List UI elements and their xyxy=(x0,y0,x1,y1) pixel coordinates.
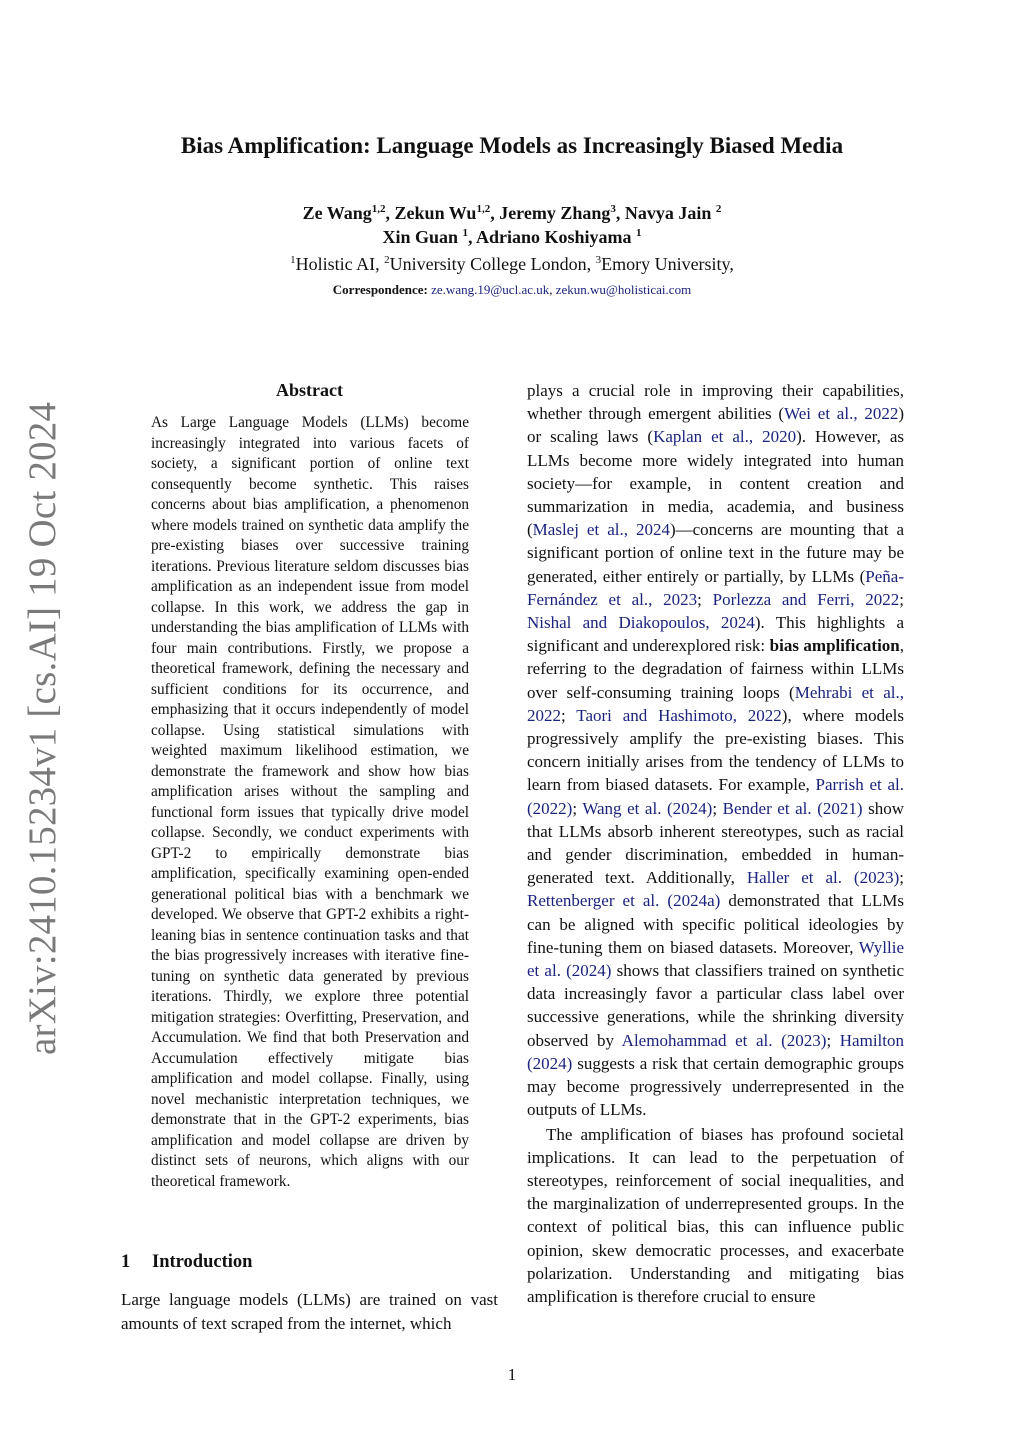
text-run: , referring to the degradation of fairness within LLMs over self-consuming training loops ( xyxy=(527,636,904,702)
citation-link[interactable]: Wei et al., 2022 xyxy=(784,404,899,424)
citation-link[interactable]: Bender et al. (2021) xyxy=(722,798,863,818)
page-number: 1 xyxy=(507,1365,517,1384)
email-link[interactable]: ze.wang.19@ucl.ac.uk xyxy=(431,282,550,297)
paper-title: Bias Amplification: Language Models as Increasingly Biased Media xyxy=(180,133,844,158)
citation-link[interactable]: Taori and Hashimoto, 2022 xyxy=(576,705,782,725)
text-run: ; xyxy=(572,798,583,818)
citation-link[interactable]: Wyllie et al. (2024) xyxy=(527,937,904,981)
text-run: demonstrated that LLMs can be aligned with specific political ideologies by fine-tuning them on biased datasets. Moreover, xyxy=(527,891,904,957)
author-name: Ze Wang xyxy=(302,203,372,223)
arxiv-identifier: arXiv:2410.15234v1 [cs.AI] 19 Oct 2024 xyxy=(21,401,64,1055)
citation-link[interactable]: Peña-Fernández et al., 2023 xyxy=(527,566,904,609)
author-name: Zekun Wu xyxy=(394,203,477,223)
text-run: ; xyxy=(697,589,713,609)
affiliations xyxy=(0,252,1024,276)
section-title: Introduction xyxy=(152,1252,253,1272)
text-run: ). However, as LLMs become more widely integrated into human society—for example, in content creation and summarization in media, academia, and business ( xyxy=(527,427,904,540)
citation-link[interactable]: Parrish et al. (2022) xyxy=(527,775,904,818)
citation-link[interactable]: Rettenberger et al. (2024a) xyxy=(527,891,721,911)
citation-link[interactable]: Haller et al. (2023) xyxy=(746,868,900,888)
author-affil-mark: 3 xyxy=(610,203,616,215)
author-name: Navya Jain xyxy=(624,203,712,223)
right-column xyxy=(527,379,904,1308)
affil-mark: 3 xyxy=(595,254,602,266)
section-number: 1 xyxy=(121,1252,131,1272)
text-run: ), where models progressively amplify the pre-existing biases. This concern initially arises from the tendency of LLMs to learn from biased datasets. For example, xyxy=(527,705,904,795)
body-paragraph: The amplification of biases has profound societal implications. It can lead to the perpetuation of stereotypes, reinforcement of social inequalities, and the marginalization of underrepresented groups. In the context of political bias, this can influence public opinion, skew democratic processes, and exacerbate polarization. Understanding and mitigating bias amplification is therefore crucial to ensure xyxy=(527,1124,904,1306)
author-affil-mark: 1,2 xyxy=(371,203,386,215)
text-run: show that LLMs absorb inherent stereotypes, such as racial and gender discrimination, embedded in human-generated text. Additionally, xyxy=(527,798,904,888)
citation-link[interactable]: Maslej et al., 2024 xyxy=(532,520,670,540)
citation-link[interactable]: Hamilton (2024) xyxy=(527,1030,904,1073)
text-run: ; xyxy=(561,705,577,725)
abstract-heading: Abstract xyxy=(276,380,343,400)
author-list: Ze Wang$^{1,2}$, Zekun Wu$^{1,2}$, Jeremy Zhang$^3$, Navya Jain $^2$ Xin Guan $^1$, Adriano Koshiyama $^1$ xyxy=(302,203,722,247)
section-heading xyxy=(121,1250,498,1274)
citation-link[interactable]: Mehrabi et al., 2022 xyxy=(527,682,904,725)
text-run: )—concerns are mounting that a significant portion of online text in the future may be generated, either entirely or partially, by LLMs ( xyxy=(527,520,904,586)
text-run: ; xyxy=(899,589,904,609)
affil-mark: 2 xyxy=(384,254,390,266)
bold-term: bias amplification xyxy=(769,636,900,656)
text-run: ; xyxy=(899,868,904,888)
affil-name: Emory University, xyxy=(601,254,734,274)
body-paragraph xyxy=(527,379,904,1122)
correspondence-label: Correspondence: xyxy=(332,282,428,297)
text-run: suggests a risk that certain demographic groups may become progressively underrepresented in the outputs of LLMs. xyxy=(527,1053,904,1120)
citation-link[interactable]: Nishal and Diakopoulos, 2024 xyxy=(527,613,755,633)
intro-paragraph: Large language models (LLMs) are trained on vast amounts of text scraped from the internet, which xyxy=(121,1290,498,1333)
citation-link[interactable]: Wang et al. (2024) xyxy=(582,798,713,818)
author-name: Jeremy Zhang xyxy=(499,203,611,223)
author-affil-mark: 1 xyxy=(462,227,468,239)
author-name: Adriano Koshiyama xyxy=(476,227,632,247)
author-affil-mark: 1 xyxy=(636,227,642,239)
text-run: ). This highlights a significant and underexplored risk: xyxy=(527,613,904,656)
text-run: ; xyxy=(712,798,723,818)
citation-link[interactable]: Porlezza and Ferri, 2022 xyxy=(712,589,900,609)
correspondence-line: Correspondence: ze.wang.19@ucl.ac.uk, zekun.wu@holisticai.com xyxy=(332,282,692,297)
affil-mark: 1 xyxy=(290,254,296,266)
author-affil-mark: 2 xyxy=(715,203,722,215)
author-name: Xin Guan xyxy=(382,227,458,247)
text-run: ) or scaling laws ( xyxy=(527,404,904,447)
citation-link[interactable]: Kaplan et al., 2020 xyxy=(653,427,797,447)
citation-link[interactable]: Alemohammad et al. (2023) xyxy=(621,1030,827,1050)
email-link[interactable]: zekun.wu@holisticai.com xyxy=(555,282,692,297)
text-run: plays a crucial role in improving their capabilities, whether through emergent abilities ( xyxy=(527,381,904,424)
text-run: shows that classifiers trained on synthetic data increasingly favor a particular class label over successive generations, while the shrinking diversity observed by xyxy=(527,961,904,1050)
affil-name: University College London, xyxy=(389,254,596,274)
abstract-text: As Large Language Models (LLMs) become increasingly integrated into various facets of society, a significant portion of online text consequently become synthetic. This raises concerns about bias amplification, a phenomenon where models trained on synthetic data amplify the pre-existing biases over successive training iterations. Previous literature seldom discusses bias amplification as an independent issue from model collapse. In this work, we address the gap in understanding the bias amplification of LLMs with four main contributions. Firstly, we propose a theoretical framework, defining the necessary and sufficient conditions for its occurrence, and emphasizing that it occurs independently of model collapse. Using statistical simulations with weighted maximum likelihood estimation, we demonstrate the framework and show how bias amplification arises without the sampling and functional form issues that typically drive model collapse. Secondly, we conduct experiments with GPT-2 to empirically demonstrate bias amplification, specifically examining open-ended generational political bias with a benchmark we developed. We observe that GPT-2 exhibits a right-leaning bias in sentence continuation tasks and that the bias progressively increases with iterative fine-tuning on synthetic data generated by previous iterations. Thirdly, we explore three potential mitigation strategies: Overfitting, Preservation, and Accumulation. We find that both Preservation and Accumulation effectively mitigate bias amplification and model collapse. Finally, using novel mechanistic interpretation techniques, we demonstrate that in the GPT-2 experiments, bias amplification and model collapse are driven by distinct sets of neurons, which aligns with our theoretical framework. xyxy=(151,414,469,1190)
text-run: ; xyxy=(826,1030,840,1050)
author-affil-mark: 1,2 xyxy=(476,203,491,215)
affil-name: Holistic AI, xyxy=(295,254,385,274)
